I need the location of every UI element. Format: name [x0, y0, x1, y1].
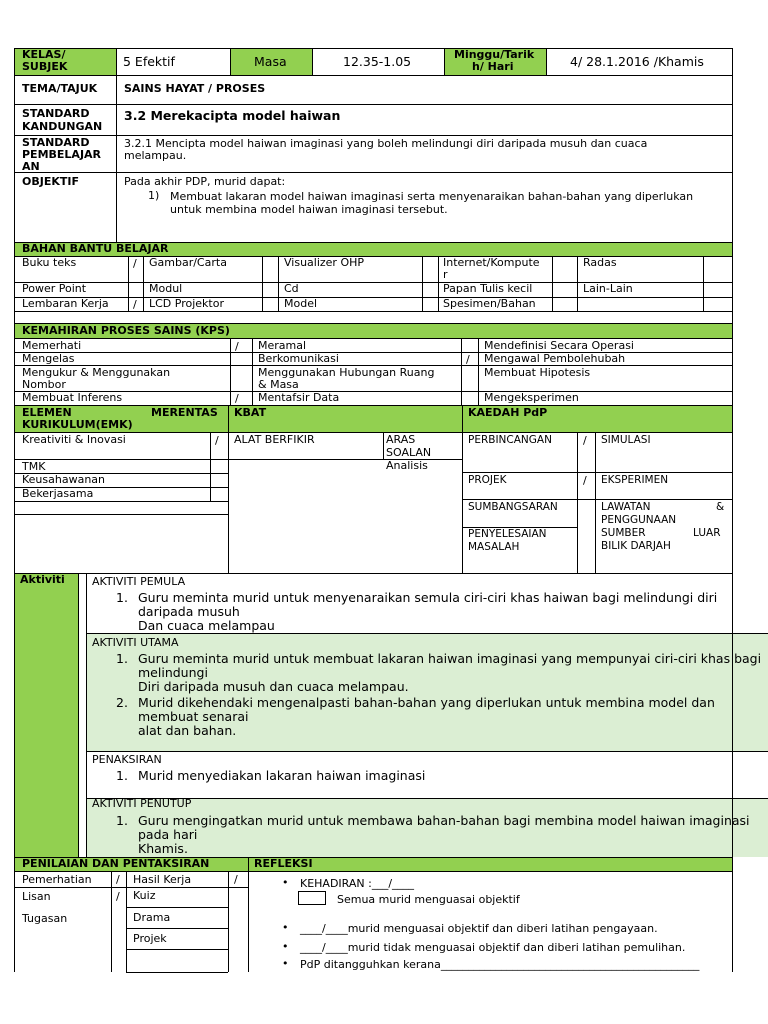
- bbb-check-mark: /: [133, 257, 137, 270]
- bbb-item: Model: [284, 297, 318, 310]
- bbb-item: Power Point: [22, 282, 87, 295]
- bbb-check-mark: /: [133, 298, 137, 311]
- utama-line-5: membuat senarai: [138, 709, 249, 724]
- list-number: 2.: [116, 695, 128, 710]
- sp-label-3: AN: [22, 160, 40, 173]
- penilaian-item: Pemerhatian: [22, 873, 92, 886]
- refleksi-semua: Semua murid menguasai objektif: [337, 893, 520, 906]
- kaedah-item: EKSPERIMEN: [601, 474, 669, 486]
- kelas-label: KELAS/: [22, 48, 66, 61]
- obj-line-2: untuk membina model haiwan imaginasi tersebut.: [170, 203, 448, 216]
- utama-line-2: melindungi: [138, 665, 208, 680]
- minggu-label-2: h/ Hari: [472, 60, 514, 73]
- bbb-item: Internet/Kompute: [443, 256, 540, 269]
- kaedah-check-mark: /: [583, 434, 587, 447]
- kps-item: Mengawal Pembolehubah: [484, 352, 626, 365]
- minggu-label: Minggu/Tarik: [454, 48, 535, 61]
- bbb-item: Lembaran Kerja: [22, 297, 109, 310]
- kaedah-item: PENYELESAIAN: [468, 528, 547, 540]
- kelas-value: 5 Efektif: [123, 54, 175, 69]
- obj-number: 1): [148, 189, 160, 202]
- penilaian-check-mark: /: [234, 873, 238, 886]
- kaedah-title: KAEDAH PdP: [468, 406, 548, 419]
- kps-item: Membuat Hipotesis: [484, 366, 591, 379]
- penilaian-item: Drama: [133, 911, 171, 924]
- kps-check-mark: /: [235, 392, 239, 405]
- kaedah-check-mark: /: [583, 474, 587, 487]
- kaedah-item: SUMBER: [601, 527, 646, 539]
- penutup-line-1: Guru mengingatkan murid untuk membawa bahan-bahan bagi membina model haiwan imaginasi: [138, 813, 750, 828]
- bbb-item: Cd: [284, 282, 299, 295]
- bbb-item: LCD Projektor: [149, 297, 224, 310]
- obj-label: OBJEKTIF: [22, 175, 79, 188]
- emk-check-mark: /: [215, 434, 219, 447]
- penilaian-item: Projek: [133, 932, 167, 945]
- emk-title-1: ELEMEN: [22, 406, 72, 419]
- refleksi-line-3: PdP ditangguhkan kerana_______________________________________________: [300, 958, 700, 971]
- bbb-item-wrap: r: [443, 268, 448, 281]
- kaedah-item: MASALAH: [468, 541, 520, 553]
- kps-item: Mentafsir Data: [258, 391, 340, 404]
- pemula-title: AKTIVITI PEMULA: [92, 575, 186, 588]
- utama-line-3: Diri daripada musuh dan cuaca melampau.: [138, 679, 409, 694]
- bbb-item: Gambar/Carta: [149, 256, 227, 269]
- kaedah-item: SIMULASI: [601, 434, 651, 446]
- refleksi-title: REFLEKSI: [254, 857, 313, 870]
- sk-label-2: KANDUNGAN: [22, 120, 103, 133]
- kaedah-item: PROJEK: [468, 474, 507, 486]
- list-number: 1.: [116, 768, 128, 783]
- kbat-aras-1: ARAS: [386, 433, 416, 446]
- refleksi-line-1: ____/____murid menguasai objektif dan diberi latihan pengayaan.: [300, 922, 658, 935]
- penilaian-item: Tugasan: [22, 912, 68, 925]
- bbb-item: Papan Tulis kecil: [443, 282, 533, 295]
- minggu-value: 4/ 28.1.2016 /Khamis: [570, 54, 704, 69]
- utama-line-6: alat dan bahan.: [138, 723, 237, 738]
- penaksiran-line: Murid menyediakan lakaran haiwan imaginasi: [138, 768, 426, 783]
- aktiviti-label: Aktiviti: [20, 573, 65, 586]
- bullet: •: [282, 940, 289, 953]
- sp-value-2: melampau.: [124, 149, 187, 162]
- penilaian-title: PENILAIAN DAN PENTAKSIRAN: [22, 857, 210, 870]
- utama-line-1: Guru meminta murid untuk membuat lakaran haiwan imaginasi yang mempunyai ciri-ciri khas bagi: [138, 651, 762, 666]
- kaedah-item: PERBINCANGAN: [468, 434, 552, 446]
- pemula-line-1: Guru meminta murid untuk menyenaraikan semula ciri-ciri khas haiwan bagi melindungi diri: [138, 590, 718, 605]
- tema-value: SAINS HAYAT / PROSES: [124, 82, 266, 95]
- obj-line-1: Membuat lakaran model haiwan imaginasi serta menyenaraikan bahan-bahan yang diperlukan: [170, 190, 694, 203]
- penutup-title: AKTIVITI PENUTUP: [92, 797, 192, 810]
- obj-intro: Pada akhir PDP, murid dapat:: [124, 175, 286, 188]
- kps-item: Berkomunikasi: [258, 352, 339, 365]
- sk-label: STANDARD: [22, 107, 90, 120]
- penutup-line-2: pada hari: [138, 827, 198, 842]
- bbb-item: Buku teks: [22, 256, 77, 269]
- kps-item: Mengelas: [22, 352, 75, 365]
- emk-title-3: KURIKULUM(EMK): [22, 418, 133, 431]
- kbat-aras-value: Analisis: [386, 459, 428, 472]
- bbb-item: Modul: [149, 282, 183, 295]
- kps-check-mark: /: [235, 340, 239, 353]
- refleksi-line-2: ____/____murid tidak menguasai objektif dan diberi latihan pemulihan.: [300, 941, 686, 954]
- sp-value-1: 3.2.1 Mencipta model haiwan imaginasi yang boleh melindungi diri daripada musuh dan cuaca: [124, 137, 648, 150]
- kps-item-wrap: Nombor: [22, 378, 66, 391]
- refleksi-checkbox[interactable]: [298, 891, 326, 905]
- kps-item: Mendefinisi Secara Operasi: [484, 339, 634, 352]
- emk-item: Bekerjasama: [22, 487, 94, 500]
- kps-item: Menggunakan Hubungan Ruang: [258, 366, 435, 379]
- kps-item: Meramal: [258, 339, 307, 352]
- penilaian-item: Hasil Kerja: [133, 873, 192, 886]
- utama-line-4: Murid dikehendaki mengenalpasti bahan-bahan yang diperlukan untuk membina model dan: [138, 695, 715, 710]
- penilaian-check-mark: /: [116, 873, 120, 886]
- penilaian-check-mark: /: [116, 890, 120, 903]
- tema-label: TEMA/TAJUK: [22, 82, 98, 95]
- kaedah-item: &: [716, 501, 725, 513]
- list-number: 1.: [116, 590, 128, 605]
- emk-item: TMK: [22, 460, 46, 473]
- kps-item: Memerhati: [22, 339, 82, 352]
- emk-item: Keusahawanan: [22, 473, 106, 486]
- kaedah-item: SUMBANGSARAN: [468, 501, 558, 513]
- kps-check-mark: /: [466, 353, 470, 366]
- bullet: •: [282, 957, 289, 970]
- bbb-item: Spesimen/Bahan: [443, 297, 536, 310]
- sk-value: 3.2 Merekacipta model haiwan: [124, 108, 341, 123]
- bbb-item: Radas: [583, 256, 617, 269]
- penilaian-item: Lisan: [22, 890, 51, 903]
- emk-title-2: MERENTAS: [151, 406, 218, 419]
- kbat-aras-2: SOALAN: [386, 446, 432, 459]
- kaedah-item: LAWATAN: [601, 501, 651, 513]
- kbat-alat: ALAT BERFIKIR: [234, 433, 315, 446]
- bbb-title: BAHAN BANTU BELAJAR: [22, 242, 169, 255]
- refleksi-kehadiran: KEHADIRAN :___/____: [300, 877, 415, 890]
- sp-label-2: PEMBELAJAR: [22, 148, 102, 161]
- kaedah-item: BILIK DARJAH: [601, 540, 671, 552]
- bbb-item: Lain-Lain: [583, 282, 633, 295]
- kbat-title: KBAT: [234, 406, 267, 419]
- kaedah-item: LUAR: [693, 527, 721, 539]
- kps-title: KEMAHIRAN PROSES SAINS (KPS): [22, 324, 230, 337]
- kps-item-wrap: & Masa: [258, 378, 299, 391]
- list-number: 1.: [116, 813, 128, 828]
- kps-item: Membuat Inferens: [22, 391, 123, 404]
- masa-label: Masa: [254, 54, 287, 69]
- pemula-line-3: Dan cuaca melampau: [138, 618, 275, 633]
- masa-value: 12.35-1.05: [343, 54, 412, 69]
- bbb-item: Visualizer OHP: [284, 256, 365, 269]
- penutup-line-3: Khamis.: [138, 841, 188, 856]
- bullet: •: [282, 921, 289, 934]
- penilaian-item: Kuiz: [133, 889, 156, 902]
- kelas-label-2: SUBJEK: [22, 60, 68, 73]
- bullet: •: [282, 876, 289, 889]
- kps-item: Mengukur & Menggunakan: [22, 366, 171, 379]
- list-number: 1.: [116, 651, 128, 666]
- penaksiran-title: PENAKSIRAN: [92, 753, 162, 766]
- kps-item: Mengeksperimen: [484, 391, 579, 404]
- sp-label: STANDARD: [22, 136, 90, 149]
- kaedah-item: PENGGUNAAN: [601, 514, 677, 526]
- pemula-line-2: daripada musuh: [138, 604, 240, 619]
- emk-item: Kreativiti & Inovasi: [22, 433, 126, 446]
- utama-title: AKTIVITI UTAMA: [92, 636, 179, 649]
